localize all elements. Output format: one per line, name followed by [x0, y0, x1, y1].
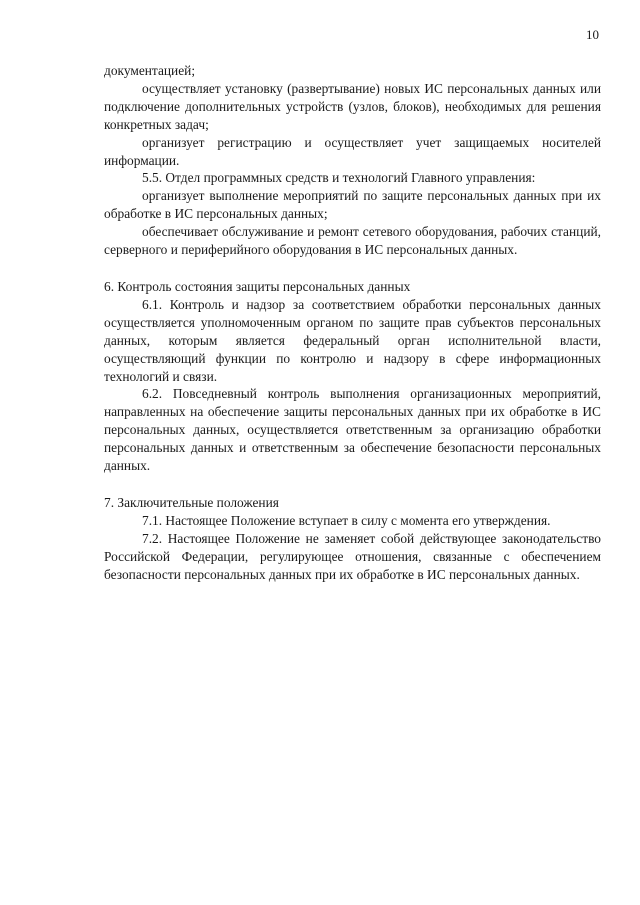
document-body [104, 62, 601, 583]
paragraph-6-2: 6.2. Повседневный контроль выполнения организационных мероприятий, направленных на обеспечение защиты персональных данных при их обработке в ИС персональных данных, осуществляется ответственным за организацию обработки персональных данных и ответственным за обеспечение безопасности персональных данных. [104, 386, 601, 474]
paragraph-registration: организует регистрацию и осуществляет учет защищаемых носителей информации. [104, 134, 601, 168]
page-number: 10 [586, 27, 599, 42]
paragraph-protection-measures: организует выполнение мероприятий по защите персональных данных при их обработке в ИС персональных данных; [104, 188, 601, 222]
paragraph-maintenance: обеспечивает обслуживание и ремонт сетевого оборудования, рабочих станций, серверного и периферийного оборудования в ИС персональных данных. [104, 224, 601, 258]
paragraph-7-1: 7.1. Настоящее Положение вступает в силу с момента его утверждения. [142, 512, 551, 528]
paragraph-continuation: документацией; [104, 63, 196, 78]
paragraph-6-1: 6.1. Контроль и надзор за соответствием обработки персональных данных осуществляется уполномоченным органом по защите прав субъектов персональных данных, которым является федеральный орган исполнительной власти, осуществляющий функции по контролю и надзору в сфере информационных технологий и связи. [104, 296, 601, 384]
section-7-heading: 7. Заключительные положения [104, 494, 279, 510]
section-6-heading: 6. Контроль состояния защиты персональных данных [104, 278, 411, 294]
paragraph-5-5: 5.5. Отдел программных средств и технологий Главного управления: [142, 170, 536, 186]
paragraph-installation: осуществляет установку (развертывание) новых ИС персональных данных или подключение дополнительных устройств (узлов, блоков), необходимых для решения конкретных задач; [104, 80, 601, 132]
paragraph-7-2: 7.2. Настоящее Положение не заменяет собой действующее законодательство Российской Федерации, регулирующее отношения, связанные с обеспечением безопасности персональных данных при их обработке в ИС персональных данных. [104, 530, 601, 582]
